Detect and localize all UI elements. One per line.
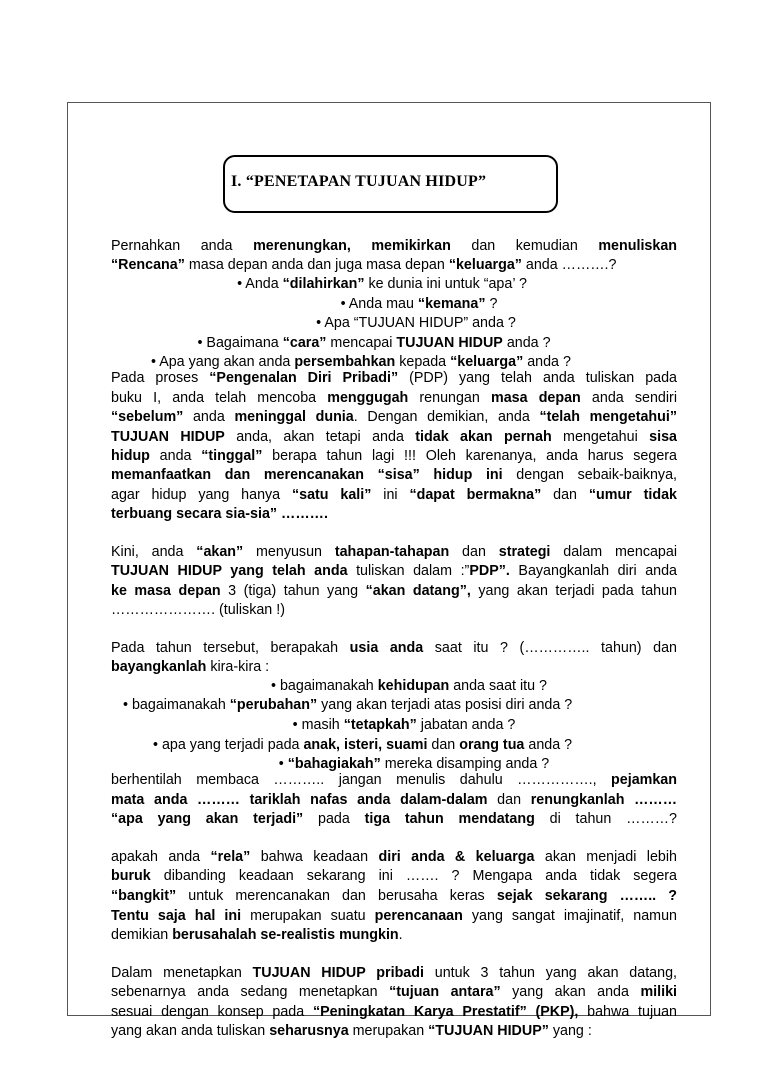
text-line	[111, 255, 677, 275]
text-segment: renungan	[408, 390, 491, 406]
bold-text: “akan datang”,	[365, 583, 471, 599]
text-line	[136, 294, 702, 314]
bold-text: “akan”	[196, 544, 244, 560]
text-segment: …………………. (tuliskan !)	[111, 602, 285, 618]
text-line	[111, 368, 677, 388]
text-line	[111, 790, 677, 810]
text-segment: •	[278, 756, 288, 772]
text-segment: • Apa yang akan anda	[151, 354, 295, 370]
bold-text: TUJUAN HIDUP	[111, 429, 225, 445]
text-segment: mencapai	[326, 335, 397, 351]
text-line	[111, 1021, 677, 1041]
text-segment: menyusun	[243, 544, 335, 560]
text-segment: tuliskan dalam :”	[347, 563, 470, 579]
text-line	[111, 963, 677, 983]
text-segment: Kini, anda	[111, 544, 197, 560]
bold-text: perencanaan	[374, 908, 463, 924]
text-segment: untuk 3 tahun yang akan datang,	[423, 965, 677, 981]
text-line	[111, 446, 677, 466]
text-segment: apakah anda	[111, 849, 211, 865]
text-segment: • Anda	[237, 276, 283, 292]
text-segment: dan	[427, 737, 460, 753]
bold-text: menggugah	[327, 390, 409, 406]
text-line	[111, 581, 677, 601]
text-segment: anda sendiri	[580, 390, 677, 406]
bold-text: sisa	[649, 429, 677, 445]
bold-text: persembahkan	[294, 354, 396, 370]
text-segment: Pada tahun tersebut, berapakah	[111, 640, 350, 656]
text-segment: • Apa “TUJUAN HIDUP” anda ?	[316, 315, 516, 331]
text-segment: ke dunia ini untuk “apa’ ?	[364, 276, 527, 292]
text-line	[111, 982, 677, 1002]
text-segment: mereka disamping anda ?	[380, 756, 550, 772]
bold-text: menuliskan	[598, 238, 678, 254]
text-segment: anda ?	[524, 737, 573, 753]
text-segment: • bagaimanakah	[270, 678, 378, 694]
bold-text: “dilahirkan”	[282, 276, 365, 292]
bold-text: TUJUAN HIDUP	[396, 335, 503, 351]
bold-text: tahapan-tahapan	[334, 544, 450, 560]
text-segment: saat itu ? (………….. tahun) dan	[423, 640, 677, 656]
text-segment: anda	[183, 409, 235, 425]
text-segment: • Bagaimana	[197, 335, 283, 351]
bold-text: kehidupan	[377, 678, 450, 694]
bold-text: TUJUAN HIDUP yang telah anda	[111, 563, 348, 579]
bold-text: “cara”	[282, 335, 327, 351]
bold-text: Tentu saja hal ini	[111, 908, 242, 924]
text-segment: anda, akan tetapi anda	[224, 429, 416, 445]
text-line	[153, 735, 719, 755]
text-segment: .	[398, 927, 403, 943]
text-segment: dan	[487, 792, 531, 808]
bold-text: sejak sekarang …….. ?	[496, 888, 677, 904]
text-segment: merupakan suatu	[241, 908, 375, 924]
text-segment: pada	[303, 811, 365, 827]
bold-text: “telah mengetahui”	[539, 409, 677, 425]
bold-text: “umur tidak	[588, 487, 677, 503]
text-segment: • bagaimanakah	[123, 697, 230, 713]
text-line	[111, 504, 677, 524]
bold-text: “Rencana”	[111, 257, 185, 273]
text-segment: demikian	[111, 927, 173, 943]
bold-text: “sebelum”	[111, 409, 184, 425]
bold-text: TUJUAN HIDUP pribadi	[252, 965, 424, 981]
text-segment: sebenarnya anda sedang menetapkan	[111, 984, 390, 1000]
bold-text: terbuang secara sia-sia” ……….	[111, 506, 328, 522]
bold-text: “tinggal”	[201, 448, 263, 464]
text-line	[99, 274, 665, 294]
bold-text: merenungkan, memikirkan	[253, 238, 451, 254]
text-segment: masa depan anda dan juga masa depan	[184, 257, 449, 273]
bold-text: meninggal dunia	[234, 409, 354, 425]
text-line	[111, 925, 677, 945]
text-segment: di tahun ………?	[534, 811, 677, 827]
text-segment: anda	[149, 448, 202, 464]
text-line	[111, 1002, 677, 1022]
text-segment: dan	[541, 487, 589, 503]
text-segment: anda saat itu ?	[449, 678, 548, 694]
text-line	[111, 542, 677, 562]
text-line	[91, 333, 657, 353]
bold-text: “TUJUAN HIDUP”	[428, 1023, 549, 1039]
text-segment: akan menjadi lebih	[534, 849, 677, 865]
text-segment: 3 (tiga) tahun yang	[220, 583, 366, 599]
text-segment: kira-kira :	[206, 659, 270, 675]
bold-text: masa depan	[490, 390, 581, 406]
bold-text: orang tua	[459, 737, 525, 753]
bold-text: renungkanlah ………	[530, 792, 677, 808]
bold-text: “Pengenalan Diri Pribadi”	[209, 370, 399, 386]
text-segment: Pernahkan anda	[111, 238, 254, 254]
text-line	[111, 407, 677, 427]
text-segment: berhentilah membaca ……….. jangan menulis dahulu …………….,	[111, 772, 612, 788]
text-segment: dan kemudian	[450, 238, 599, 254]
bold-text: seharusnya	[269, 1023, 349, 1039]
bold-text: bayangkanlah	[111, 659, 207, 675]
text-segment: untuk merencanakan dan berusaha keras	[176, 888, 497, 904]
text-segment: kepada	[395, 354, 451, 370]
bold-text: diri anda & keluarga	[378, 849, 535, 865]
text-segment: anda ?	[502, 335, 551, 351]
text-line	[123, 695, 689, 715]
bold-text: memanfaatkan dan merencanakan “sisa” hidup ini	[111, 467, 503, 483]
text-segment: ?	[485, 296, 498, 312]
text-segment: • masih	[292, 717, 344, 733]
text-segment: jabatan anda ?	[416, 717, 516, 733]
bold-text: strategi	[498, 544, 551, 560]
text-line	[111, 770, 677, 790]
text-segment: • apa yang terjadi pada	[153, 737, 304, 753]
bold-text: “dapat bermakna”	[409, 487, 542, 503]
text-segment: yang :	[548, 1023, 592, 1039]
text-segment: berapa tahun lagi !!! Oleh karenanya, anda harus segera	[262, 448, 677, 464]
text-segment: yang akan terjadi atas posisi diri anda ?	[317, 697, 573, 713]
bold-text: buruk	[111, 868, 151, 884]
text-segment: Bayangkanlah diri anda	[509, 563, 677, 579]
bold-text: berusahalah se-realistis mungkin	[172, 927, 399, 943]
text-line	[133, 313, 699, 333]
text-segment: sesuai dengan konsep pada	[111, 1004, 313, 1020]
bold-text: anak, isteri, suami	[303, 737, 428, 753]
text-segment: anda ?	[523, 354, 571, 370]
bold-text: PDP”.	[469, 563, 510, 579]
text-line	[111, 886, 677, 906]
bold-text: ke masa depan	[111, 583, 221, 599]
text-line	[111, 465, 677, 485]
text-segment: yang sangat imajinatif, namun	[462, 908, 677, 924]
text-segment: (PDP) yang telah anda tuliskan pada	[398, 370, 678, 386]
bold-text: “satu kali”	[292, 487, 372, 503]
bold-text: “keluarga”	[450, 354, 524, 370]
text-line	[111, 485, 677, 505]
text-line	[111, 561, 677, 581]
text-segment: dalam mencapai	[550, 544, 678, 560]
text-line	[111, 809, 677, 829]
bold-text: “bahagiakah”	[287, 756, 381, 772]
text-line	[111, 600, 677, 620]
text-segment: buku I, anda telah mencoba	[111, 390, 328, 406]
bold-text: “apa yang akan terjadi”	[111, 811, 304, 827]
bold-text: pejamkan	[611, 772, 677, 788]
bold-text: tidak akan pernah	[415, 429, 552, 445]
bold-text: tiga tahun mendatang	[364, 811, 535, 827]
text-segment: mengetahui	[551, 429, 650, 445]
text-segment: dibanding keadaan sekarang ini ……. ? Mengapa anda tidak segera	[150, 868, 677, 884]
text-segment: agar hidup yang hanya	[111, 487, 292, 503]
text-segment: yang akan anda tuliskan	[111, 1023, 270, 1039]
bold-text: “Peningkatan Karya Prestatif” (PKP),	[312, 1004, 579, 1020]
text-segment: yang akan terjadi pada tahun	[470, 583, 678, 599]
text-line	[111, 906, 677, 926]
text-segment: yang akan anda	[500, 984, 641, 1000]
bold-text: “tetapkah”	[343, 717, 417, 733]
bold-text: mata anda ……… tariklah nafas anda dalam-dalam	[111, 792, 488, 808]
bold-text: usia anda	[349, 640, 424, 656]
text-line	[126, 676, 692, 696]
text-segment: Dalam menetapkan	[111, 965, 253, 981]
text-line	[111, 866, 677, 886]
text-segment: bahwa tujuan	[578, 1004, 677, 1020]
text-line	[111, 388, 677, 408]
bold-text: “tujuan antara”	[389, 984, 501, 1000]
text-segment: • Anda mau	[340, 296, 418, 312]
text-line	[111, 638, 677, 658]
bold-text: “perubahan”	[229, 697, 318, 713]
bold-text: “rela”	[210, 849, 251, 865]
text-segment: ini	[371, 487, 410, 503]
bold-text: hidup	[111, 448, 150, 464]
bold-text: “bangkit”	[111, 888, 177, 904]
section-title: I. “PENETAPAN TUJUAN HIDUP”	[231, 173, 487, 190]
text-segment: merupakan	[348, 1023, 429, 1039]
text-segment: Pada proses	[111, 370, 210, 386]
bold-text: “keluarga”	[448, 257, 522, 273]
text-segment: anda ……….?	[521, 257, 617, 273]
text-line	[111, 847, 677, 867]
text-segment: dan	[449, 544, 499, 560]
text-segment: dengan sebaik-baiknya,	[502, 467, 677, 483]
bold-text: “kemana”	[417, 296, 486, 312]
text-line	[111, 657, 677, 677]
bold-text: miliki	[640, 984, 677, 1000]
text-line	[121, 715, 687, 735]
text-segment: . Dengan demikian, anda	[353, 409, 540, 425]
text-line	[111, 236, 677, 256]
text-segment: bahwa keadaan	[250, 849, 379, 865]
text-line	[111, 427, 677, 447]
